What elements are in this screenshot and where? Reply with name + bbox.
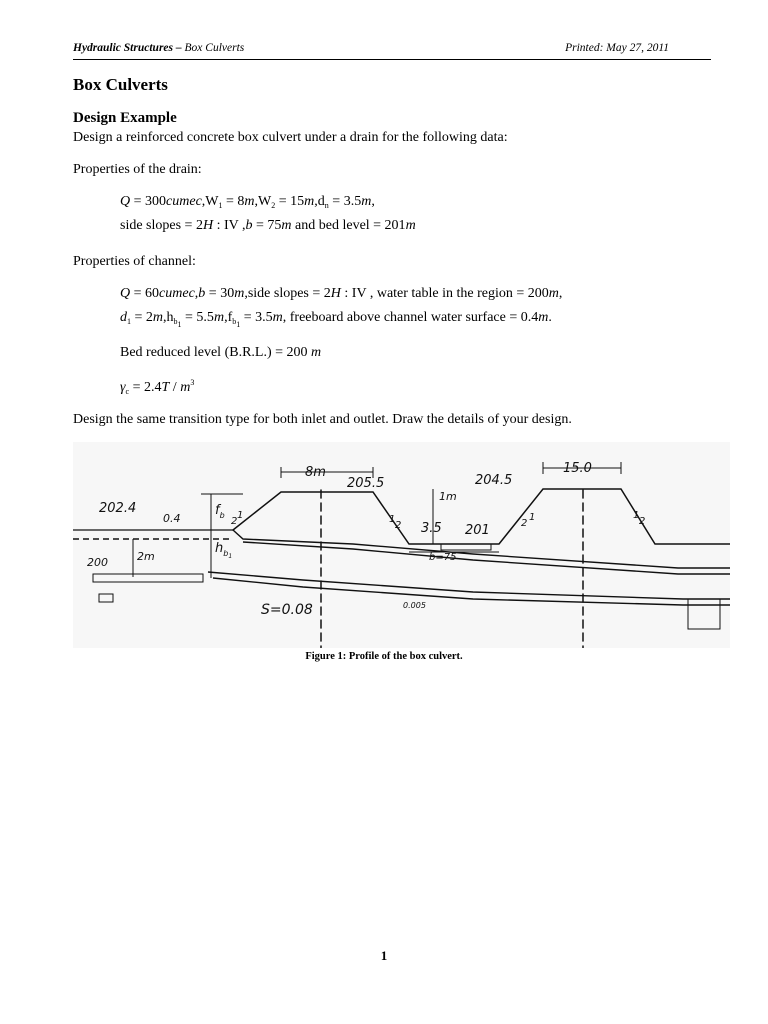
label-level-204-5: 204.5 (475, 473, 513, 488)
gamma-line: $\gamma_c = 2.4T / m^3$ (120, 378, 195, 396)
intro-paragraph: Design a reinforced concrete box culvert under a drain for the following data: (73, 130, 508, 145)
label-slope-2d: 2 (639, 516, 646, 527)
drain-heading: Properties of the drain: (73, 162, 202, 177)
figure-caption: Figure 1: Profile of the box culvert. (305, 651, 463, 662)
label-d1: 2m (137, 550, 155, 563)
label-bed-level: 200 (87, 556, 108, 569)
label-slope-1c: 1 (529, 512, 536, 523)
header-rule (73, 59, 711, 60)
label-hb: $h_b1$ (215, 541, 233, 560)
channel-equation-1: Q = 60cumec,b = 30m,side slopes = 2H : IV , water table in the region = 200m, (120, 286, 563, 301)
drain-equation-2: side slopes = 2H : IV ,b = 75m and bed level = 201m (120, 218, 416, 233)
label-fb: $f_b$ (215, 503, 225, 520)
channel-heading: Properties of channel: (73, 254, 196, 269)
label-slope-2c: 2 (521, 518, 528, 529)
running-header (73, 42, 711, 60)
label-drain-bed: 201 (465, 523, 490, 538)
brl-line: Bed reduced level (B.R.L.) = 200 m (120, 345, 322, 360)
label-slope-2b: 2 (395, 520, 402, 531)
label-level-205-5: 205.5 (347, 476, 385, 491)
label-slope-1a: 1 (237, 510, 244, 521)
page-number: 1 (380, 948, 388, 963)
header-left: Hydraulic Structures – Box Culverts (73, 42, 245, 54)
drain-equation-1: $Q = 300cumec,W_1 = 8m,W_2 = 15m,d_n = 3.5m$, (120, 194, 375, 210)
section-heading: Design Example (73, 110, 177, 126)
design-instruction: Design the same transition type for both inlet and outlet. Draw the details of your design. (73, 412, 572, 427)
label-w2: 15.0 (563, 461, 592, 476)
label-w1: 8m (305, 465, 326, 480)
label-fb-gap: 0.4 (163, 512, 181, 525)
box-culvert-profile-figure (73, 442, 730, 648)
label-slope-1b: 1 (389, 514, 396, 525)
channel-equation-2: $d_1 = 2m,h_{b_1} = 5.5m,f_{b_1} = 3.5m$, freeboard above channel water surface = 0.4m. (120, 310, 552, 329)
label-slope-s: S=0.08 (261, 602, 313, 618)
label-slope-small: 0.005 (403, 601, 426, 610)
label-water-level: 202.4 (99, 501, 137, 516)
page-title: Box Culverts (73, 75, 168, 94)
profile-sketch (73, 442, 730, 648)
label-dn: 3.5 (421, 521, 442, 536)
label-slope-2a: 2 (231, 516, 238, 527)
label-slope-1d: 1 (633, 510, 640, 521)
header-right: Printed: May 27, 2011 (565, 42, 669, 54)
label-1m: 1m (439, 490, 457, 503)
figure-background (73, 442, 730, 648)
label-b-drain: b=75 (429, 552, 457, 563)
